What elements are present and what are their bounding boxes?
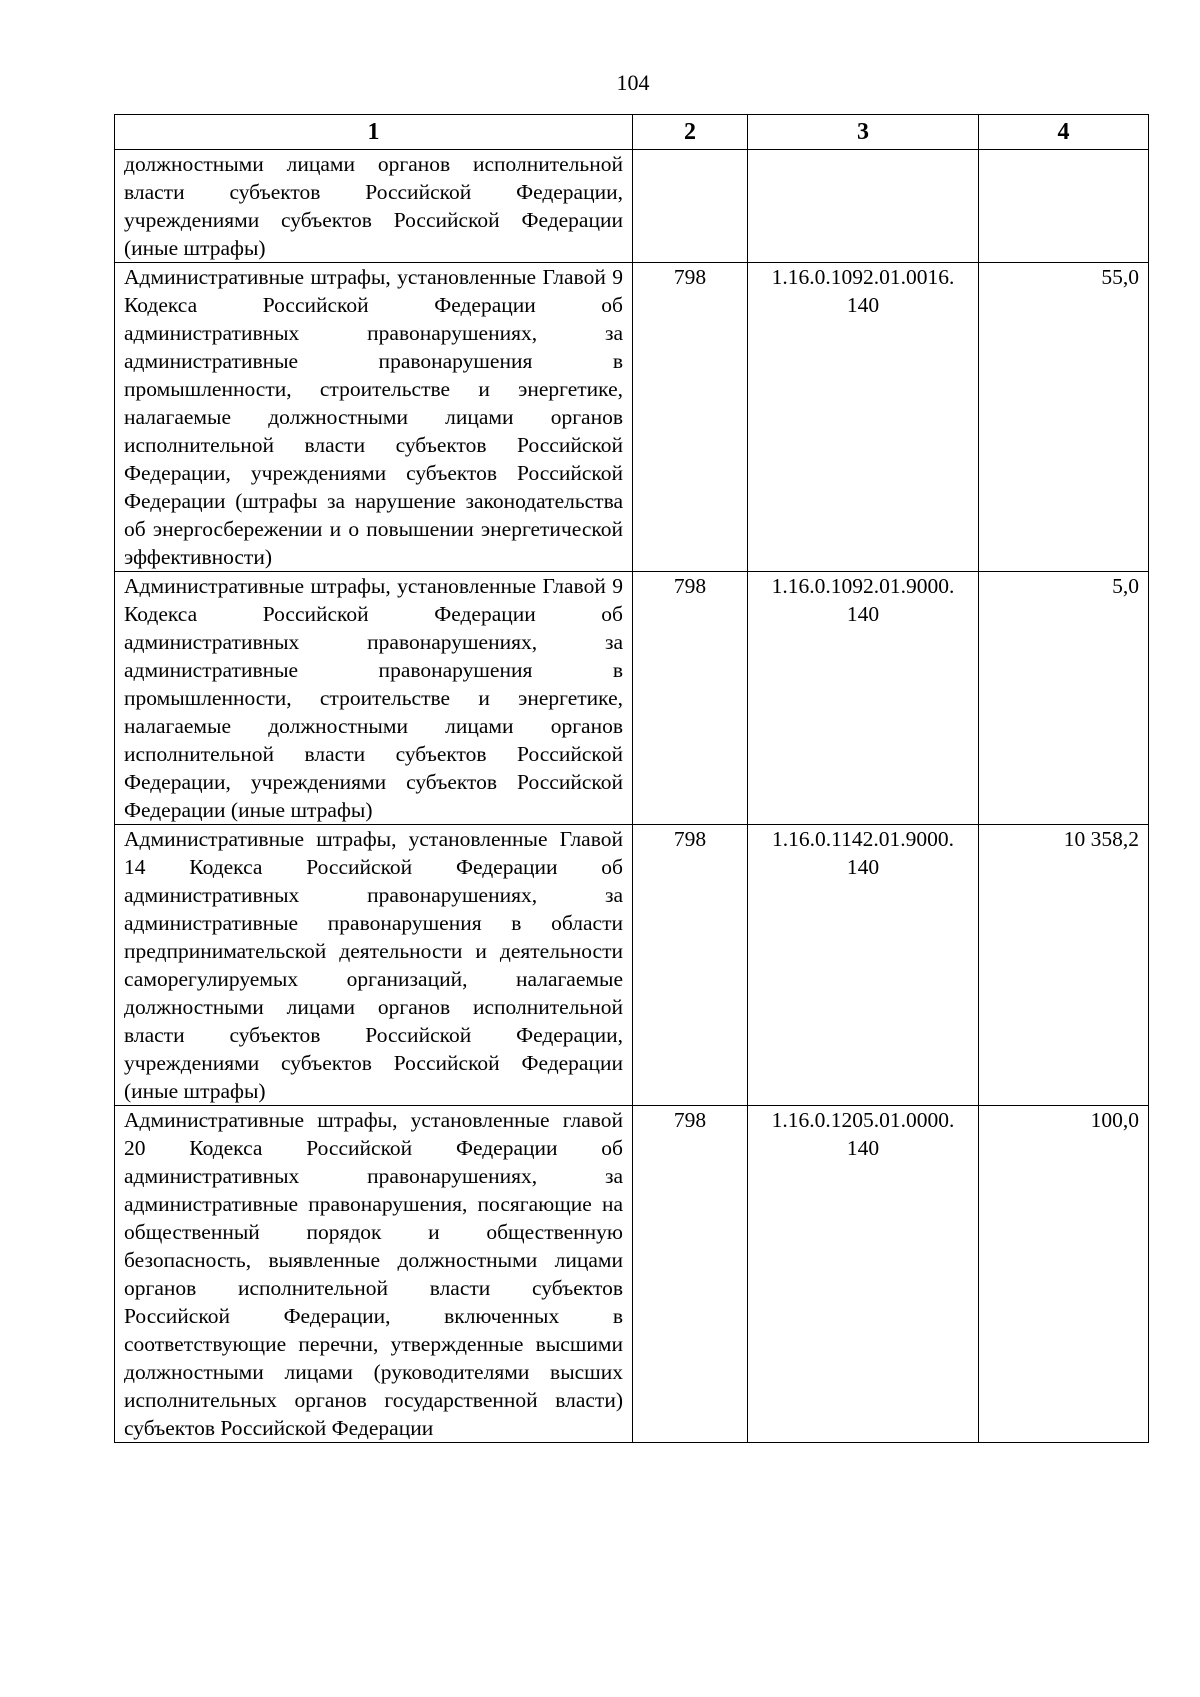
row-description: Административные штрафы, установленные Главой 9 Кодекса Российской Федерации об административных правонарушениях, за административные правонарушения в промышленности, строительстве и энергетике, налагаемые должностными лицами органов исполнительной власти субъектов Российской Федерации, учреждениями субъектов Российской Федерации (иные штрафы): [115, 572, 633, 825]
column-header-2: 2: [633, 115, 748, 150]
row-amount: 5,0: [979, 572, 1149, 825]
column-header-4: 4: [979, 115, 1149, 150]
row-description: должностными лицами органов исполнительной власти субъектов Российской Федерации, учреждениями субъектов Российской Федерации (иные штрафы): [115, 150, 633, 263]
row-amount: [979, 150, 1149, 263]
row-kbk-code: [748, 150, 979, 263]
row-description: Административные штрафы, установленные Главой 9 Кодекса Российской Федерации об административных правонарушениях, за административные правонарушения в промышленности, строительстве и энергетике, налагаемые должностными лицами органов исполнительной власти субъектов Российской Федерации, учреждениями субъектов Российской Федерации (штрафы за нарушение законодательства об энергосбережении и о повышении энергетической эффективности): [115, 263, 633, 572]
row-description: Административные штрафы, установленные Главой 14 Кодекса Российской Федерации об административных правонарушениях, за административные правонарушения в области предпринимательской деятельности и деятельности саморегулируемых организаций, налагаемые должностными лицами органов исполнительной власти субъектов Российской Федерации, учреждениями субъектов Российской Федерации (иные штрафы): [115, 825, 633, 1106]
row-kbk-code: [748, 825, 979, 1106]
column-header-3: 3: [748, 115, 979, 150]
row-amount: 100,0: [979, 1106, 1149, 1443]
kbk-code-main: 1.16.0.1092.01.9000.: [771, 574, 955, 598]
kbk-code-suffix: 140: [846, 855, 880, 879]
row-amount: 55,0: [979, 263, 1149, 572]
kbk-code-main: 1.16.0.1205.01.0000.: [771, 1108, 955, 1132]
page-number: 104: [616, 70, 650, 95]
row-admin-code: 798: [633, 1106, 748, 1443]
kbk-code-suffix: 140: [846, 293, 880, 317]
column-header-1: 1: [115, 115, 633, 150]
kbk-code-suffix: 140: [846, 602, 880, 626]
row-admin-code: [633, 150, 748, 263]
row-kbk-code: [748, 572, 979, 825]
table-header-row: [115, 115, 1149, 150]
kbk-code-main: 1.16.0.1092.01.0016.: [771, 265, 955, 289]
table-row: [115, 1106, 1149, 1443]
row-admin-code: 798: [633, 825, 748, 1106]
table-row: [115, 263, 1149, 572]
row-kbk-code: [748, 263, 979, 572]
row-admin-code: 798: [633, 263, 748, 572]
kbk-code-suffix: 140: [846, 1136, 880, 1160]
row-kbk-code: [748, 1106, 979, 1443]
row-amount: 10 358,2: [979, 825, 1149, 1106]
kbk-code-main: 1.16.0.1142.01.9000.: [772, 827, 954, 851]
row-description: Административные штрафы, установленные главой 20 Кодекса Российской Федерации об административных правонарушениях, за административные правонарушения, посягающие на общественный порядок и общественную безопасность, выявленные должностными лицами органов исполнительной власти субъектов Российской Федерации, включенных в соответствующие перечни, утвержденные высшими должностными лицами (руководителями высших исполнительных органов государственной власти) субъектов Российской Федерации: [115, 1106, 633, 1443]
table-row: [115, 150, 1149, 263]
table-row: [115, 825, 1149, 1106]
revenue-table: [114, 114, 1149, 1443]
row-admin-code: 798: [633, 572, 748, 825]
table-row: [115, 572, 1149, 825]
